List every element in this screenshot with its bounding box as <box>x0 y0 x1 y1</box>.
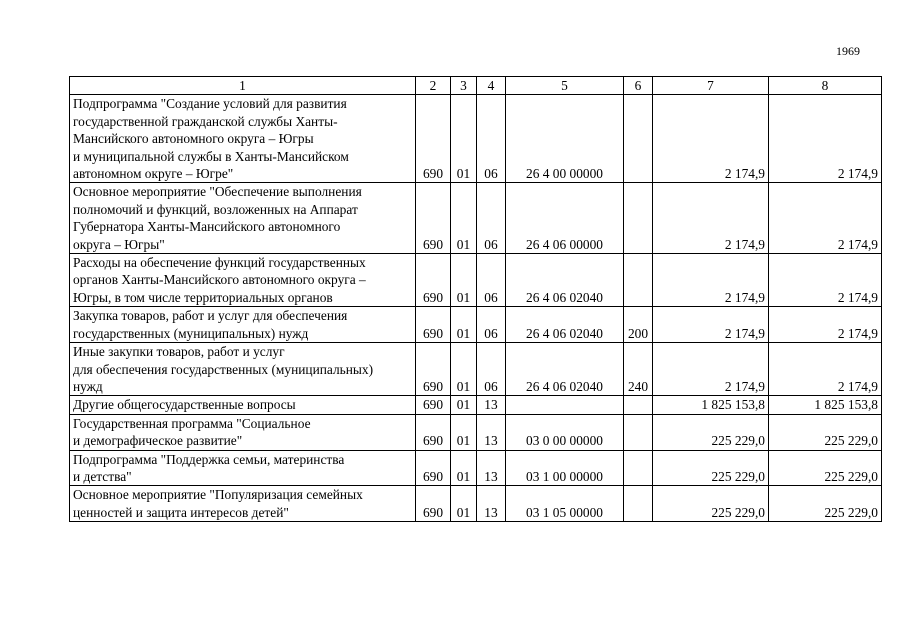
amount-cell: 1 825 153,8 <box>769 396 882 414</box>
ved-code-cell: 690 <box>416 486 451 522</box>
expense-type-cell: 200 <box>624 307 653 343</box>
amount-cell: 2 174,9 <box>769 254 882 307</box>
ved-code-cell: 690 <box>416 450 451 486</box>
ved-code-cell: 690 <box>416 307 451 343</box>
subsection-cell: 06 <box>477 254 506 307</box>
ved-code-cell: 690 <box>416 343 451 396</box>
target-article-cell: 26 4 06 02040 <box>506 254 624 307</box>
amount-cell: 225 229,0 <box>653 486 769 522</box>
section-cell: 01 <box>451 307 477 343</box>
section-cell: 01 <box>451 343 477 396</box>
item-name-line: Закупка товаров, работ и услуг для обеспечения <box>73 308 348 324</box>
amount-cell: 2 174,9 <box>769 95 882 183</box>
item-name-line: Другие общегосударственные вопросы <box>73 397 296 413</box>
table-row <box>70 486 882 522</box>
table-row <box>70 307 882 343</box>
section-cell: 01 <box>451 450 477 486</box>
subsection-cell: 13 <box>477 396 506 414</box>
item-name-line: Подпрограмма "Поддержка семьи, материнства <box>73 451 345 467</box>
amount-cell: 2 174,9 <box>769 343 882 396</box>
ved-code-cell: 690 <box>416 414 451 450</box>
subsection-cell: 13 <box>477 450 506 486</box>
item-name-line: Государственная программа "Социальное <box>73 415 311 431</box>
target-article-cell: 26 4 06 02040 <box>506 343 624 396</box>
subsection-cell: 06 <box>477 183 506 254</box>
item-name-line: Основное мероприятие "Популяризация семейных <box>73 487 363 503</box>
subsection-cell: 13 <box>477 414 506 450</box>
item-name-line: для обеспечения государственных (муниципальных) <box>73 361 374 377</box>
subsection-cell: 13 <box>477 486 506 522</box>
ved-code-cell: 690 <box>416 95 451 183</box>
target-article-cell: 03 1 00 00000 <box>506 450 624 486</box>
section-cell: 01 <box>451 95 477 183</box>
item-name-cell <box>70 95 416 183</box>
item-name-line: округа – Югры" <box>73 236 165 252</box>
item-name-line: ценностей и защита интересов детей" <box>73 504 289 520</box>
ved-code-cell: 690 <box>416 396 451 414</box>
target-article-cell: 26 4 06 00000 <box>506 183 624 254</box>
item-name-line: и демографическое развитие" <box>73 433 243 449</box>
target-article-cell <box>506 396 624 414</box>
item-name-line: автономном округе – Югре" <box>73 166 234 182</box>
table-row <box>70 254 882 307</box>
table-row <box>70 343 882 396</box>
header-cell: 3 <box>451 77 477 95</box>
item-name-line: органов Ханты-Мансийского автономного округа – <box>73 272 366 288</box>
expense-type-cell <box>624 414 653 450</box>
item-name-cell <box>70 254 416 307</box>
amount-cell: 2 174,9 <box>653 183 769 254</box>
expense-type-cell <box>624 95 653 183</box>
item-name-cell <box>70 486 416 522</box>
expense-type-cell <box>624 396 653 414</box>
item-name-line: полномочий и функций, возложенных на Аппарат <box>73 201 358 217</box>
amount-cell: 2 174,9 <box>653 307 769 343</box>
item-name-line: и детства" <box>73 468 132 484</box>
amount-cell: 225 229,0 <box>769 450 882 486</box>
table-row <box>70 95 882 183</box>
item-name-line: нужд <box>73 378 103 394</box>
amount-cell: 2 174,9 <box>653 95 769 183</box>
expense-type-cell <box>624 486 653 522</box>
expense-type-cell <box>624 254 653 307</box>
subsection-cell: 06 <box>477 343 506 396</box>
item-name-line: и муниципальной службы в Ханты-Мансийском <box>73 148 349 164</box>
amount-cell: 2 174,9 <box>769 307 882 343</box>
item-name-line: Основное мероприятие "Обеспечение выполнения <box>73 184 362 200</box>
item-name-line: Губернатора Ханты-Мансийского автономного <box>73 219 341 235</box>
section-cell: 01 <box>451 486 477 522</box>
item-name-line: государственной гражданской службы Ханты- <box>73 113 338 129</box>
item-name-line: Мансийского автономного округа – Югры <box>73 131 314 147</box>
target-article-cell: 03 1 05 00000 <box>506 486 624 522</box>
item-name-line: Иные закупки товаров, работ и услуг <box>73 344 285 360</box>
subsection-cell: 06 <box>477 307 506 343</box>
header-row <box>70 77 882 95</box>
ved-code-cell: 690 <box>416 254 451 307</box>
subsection-cell: 06 <box>477 95 506 183</box>
item-name-cell <box>70 396 416 414</box>
item-name-cell <box>70 450 416 486</box>
amount-cell: 225 229,0 <box>653 450 769 486</box>
amount-cell: 2 174,9 <box>769 183 882 254</box>
amount-cell: 225 229,0 <box>769 414 882 450</box>
item-name-line: государственных (муниципальных) нужд <box>73 325 309 341</box>
header-cell: 4 <box>477 77 506 95</box>
table-row <box>70 183 882 254</box>
header-cell: 5 <box>506 77 624 95</box>
table-body <box>70 95 882 522</box>
table-row <box>70 396 882 414</box>
amount-cell: 1 825 153,8 <box>653 396 769 414</box>
item-name-cell <box>70 307 416 343</box>
item-name-line: Подпрограмма "Создание условий для развития <box>73 96 347 112</box>
section-cell: 01 <box>451 414 477 450</box>
item-name-cell <box>70 343 416 396</box>
expense-type-cell <box>624 183 653 254</box>
table-row <box>70 450 882 486</box>
target-article-cell: 03 0 00 00000 <box>506 414 624 450</box>
expense-type-cell <box>624 450 653 486</box>
budget-table <box>69 76 882 522</box>
target-article-cell: 26 4 06 02040 <box>506 307 624 343</box>
amount-cell: 225 229,0 <box>769 486 882 522</box>
header-cell: 6 <box>624 77 653 95</box>
page-number: 1969 <box>836 44 860 58</box>
item-name-cell <box>70 183 416 254</box>
item-name-cell <box>70 414 416 450</box>
header-cell: 1 <box>70 77 416 95</box>
section-cell: 01 <box>451 183 477 254</box>
amount-cell: 225 229,0 <box>653 414 769 450</box>
header-cell: 7 <box>653 77 769 95</box>
ved-code-cell: 690 <box>416 183 451 254</box>
item-name-line: Расходы на обеспечение функций государственных <box>73 255 366 271</box>
section-cell: 01 <box>451 396 477 414</box>
header-cell: 8 <box>769 77 882 95</box>
expense-type-cell: 240 <box>624 343 653 396</box>
header-cell: 2 <box>416 77 451 95</box>
target-article-cell: 26 4 00 00000 <box>506 95 624 183</box>
amount-cell: 2 174,9 <box>653 343 769 396</box>
section-cell: 01 <box>451 254 477 307</box>
table-row <box>70 414 882 450</box>
amount-cell: 2 174,9 <box>653 254 769 307</box>
item-name-line: Югры, в том числе территориальных органов <box>73 289 333 305</box>
